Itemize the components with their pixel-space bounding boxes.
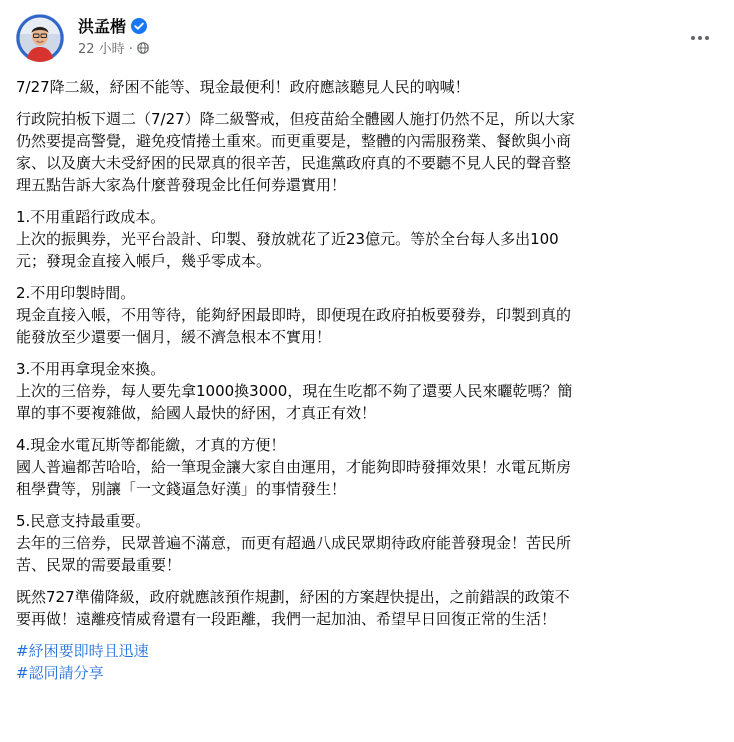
point-line: 國人普遍都苦哈哈，給一筆現金讓大家自由運用，才能夠即時發揮效果！水電瓦斯房 bbox=[16, 458, 572, 476]
post-meta bbox=[78, 41, 149, 59]
point-title: 3.不用再拿現金來換。 bbox=[16, 360, 166, 378]
point-3 bbox=[16, 358, 718, 424]
point-title: 5.民意支持最重要。 bbox=[16, 512, 151, 530]
meta-separator: · bbox=[128, 42, 133, 57]
hashtag-link[interactable]: #認同請分享 bbox=[16, 664, 104, 682]
point-line: 上次的振興券，光平台設計、印製、發放就花了近23億元。等於全台每人多出100 bbox=[16, 230, 559, 248]
dot-2 bbox=[698, 36, 702, 40]
intro-line: 行政院拍板下週二（7/27）降二級警戒，但疫苗給全體國人施打仍然不足，所以大家 bbox=[16, 110, 575, 128]
author-name[interactable] bbox=[78, 16, 147, 38]
hashtag-list bbox=[16, 640, 718, 684]
globe-icon[interactable] bbox=[137, 42, 149, 54]
dot-1 bbox=[691, 36, 695, 40]
post-body bbox=[16, 76, 718, 684]
closing-line: 要再做！遠離疫情威脅還有一段距離，我們一起加油、希望早日回復正常的生活！ bbox=[16, 610, 557, 628]
point-line: 去年的三倍券，民眾普遍不滿意，而更有超過八成民眾期待政府能普發現金！苦民所 bbox=[16, 534, 572, 552]
point-5 bbox=[16, 510, 718, 576]
point-line: 現金直接入帳，不用等待，能夠紓困最即時，即便現在政府拍板要發券，印製到真的 bbox=[16, 306, 572, 324]
verified-badge-icon bbox=[131, 18, 147, 34]
point-line: 單的事不要複雜做，給國人最快的紓困，才真正有效！ bbox=[16, 404, 377, 422]
dot-3 bbox=[705, 36, 709, 40]
headline-text: 7/27降二級，紓困不能等、現金最便利！政府應該聽見人民的吶喊！ bbox=[16, 78, 470, 96]
hashtag-link[interactable]: #紓困要即時且迅速 bbox=[16, 642, 149, 660]
point-title: 1.不用重蹈行政成本。 bbox=[16, 208, 166, 226]
point-title: 2.不用印製時間。 bbox=[16, 284, 136, 302]
post-headline bbox=[16, 76, 718, 98]
intro-line: 仍然要提高警覺，避免疫情捲土重來。而更重要是，整體的內需服務業、餐飲與小商 bbox=[16, 132, 572, 150]
point-line: 元；發現金直接入帳戶，幾乎零成本。 bbox=[16, 252, 272, 270]
point-4 bbox=[16, 434, 718, 500]
post-timestamp[interactable]: 22 小時 bbox=[78, 42, 125, 57]
post-header bbox=[16, 14, 718, 64]
post-closing bbox=[16, 586, 718, 630]
point-2 bbox=[16, 282, 718, 348]
intro-line: 家、以及廣大未受紓困的民眾真的很辛苦，民進黨政府真的不要聽不見人民的聲音整 bbox=[16, 154, 572, 172]
point-line: 上次的三倍券，每人要先拿1000換3000，現在生吃都不夠了還要人民來曬乾嗎？簡 bbox=[16, 382, 573, 400]
point-title: 4.現金水電瓦斯等都能繳，才真的方便！ bbox=[16, 436, 286, 454]
post-intro bbox=[16, 108, 718, 196]
point-line: 租學費等，別讓「一文錢逼急好漢」的事情發生！ bbox=[16, 480, 347, 498]
intro-line: 理五點告訴大家為什麼普發現金比任何券還實用！ bbox=[16, 176, 347, 194]
more-options-icon[interactable] bbox=[682, 20, 718, 56]
avatar[interactable] bbox=[16, 14, 64, 62]
point-line: 苦、民眾的需要最重要！ bbox=[16, 556, 182, 574]
author-name-text[interactable]: 洪孟楷 bbox=[78, 17, 127, 36]
point-1 bbox=[16, 206, 718, 272]
point-line: 能發放至少還要一個月，緩不濟急根本不實用！ bbox=[16, 328, 332, 346]
closing-line: 既然727準備降級，政府就應該預作規劃，紓困的方案趕快提出，之前錯誤的政策不 bbox=[16, 588, 570, 606]
